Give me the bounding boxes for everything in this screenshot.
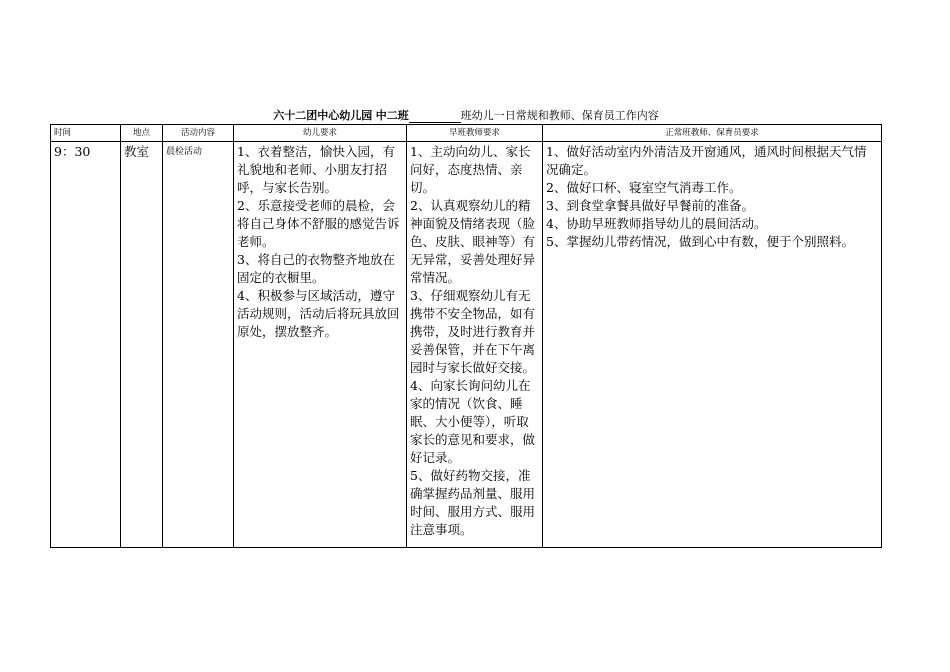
cell-place: 教室	[121, 142, 163, 548]
school-name: 六十二团中心幼儿园	[273, 109, 373, 122]
list-item: 3、到食堂拿餐具做好早餐前的准备。	[546, 198, 754, 213]
cell-activity: 晨检活动	[163, 142, 234, 548]
list-item: 2、做好口杯、寝室空气消毒工作。	[546, 180, 742, 195]
list-item: 1、做好活动室内外清洁及开窗通风，通风时间根据天气情况确定。	[546, 144, 867, 177]
header-activity: 活动内容	[163, 125, 234, 142]
list-item: 1、主动向幼儿、家长问好，态度热情、亲切。	[410, 144, 531, 195]
header-regular-staff: 正常班教师、保育员要求	[543, 125, 882, 142]
table-row	[51, 142, 882, 548]
document-title	[50, 109, 882, 123]
header-row	[51, 125, 882, 142]
list-item: 4、积极参与区域活动，遵守活动规则，活动后将玩具放回原处，摆放整齐。	[237, 288, 400, 339]
cell-child-requirements	[234, 142, 407, 548]
cell-time: 9：30	[51, 142, 121, 548]
schedule-table	[50, 124, 882, 548]
list-item: 3、将自己的衣物整齐地放在固定的衣橱里。	[237, 252, 395, 285]
class-name: 中二班	[375, 109, 409, 122]
list-item: 1、衣着整洁，愉快入园，有礼貌地和老师、小朋友打招呼，与家长告别。	[237, 144, 395, 195]
header-time: 时间	[51, 125, 121, 142]
list-item: 2、乐意接受老师的晨检，会将自己身体不舒服的感觉告诉老师。	[237, 198, 400, 249]
header-early-teacher: 早班教师要求	[407, 125, 543, 142]
cell-regular-staff	[543, 142, 882, 548]
title-suffix: 班幼儿一日常规和教师、保育员工作内容	[460, 109, 659, 122]
header-child-requirements: 幼儿要求	[234, 125, 407, 142]
list-item: 5、做好药物交接，准确掌握药品剂量、服用时间、服用方式、服用注意事项。	[410, 468, 536, 537]
list-item: 3、仔细观察幼儿有无携带不安全物品，如有携带，及时进行教育并妥善保管，并在下午离园时与家长做好交接。	[410, 288, 536, 375]
cell-early-teacher	[407, 142, 543, 548]
list-item: 4、协助早班教师指导幼儿的晨间活动。	[546, 216, 767, 231]
header-place: 地点	[121, 125, 163, 142]
blank-underline	[409, 111, 461, 123]
list-item: 4、向家长询问幼儿在家的情况（饮食、睡眠、大小便等），听取家长的意见和要求，做好记录。	[410, 378, 536, 465]
list-item: 5、掌握幼儿带药情况，做到心中有数，便于个别照料。	[546, 234, 854, 249]
list-item: 2、认真观察幼儿的精神面貌及情绪表现（脸色、皮肤、眼神等）有无异常，妥善处理好异常情况。	[410, 198, 536, 285]
